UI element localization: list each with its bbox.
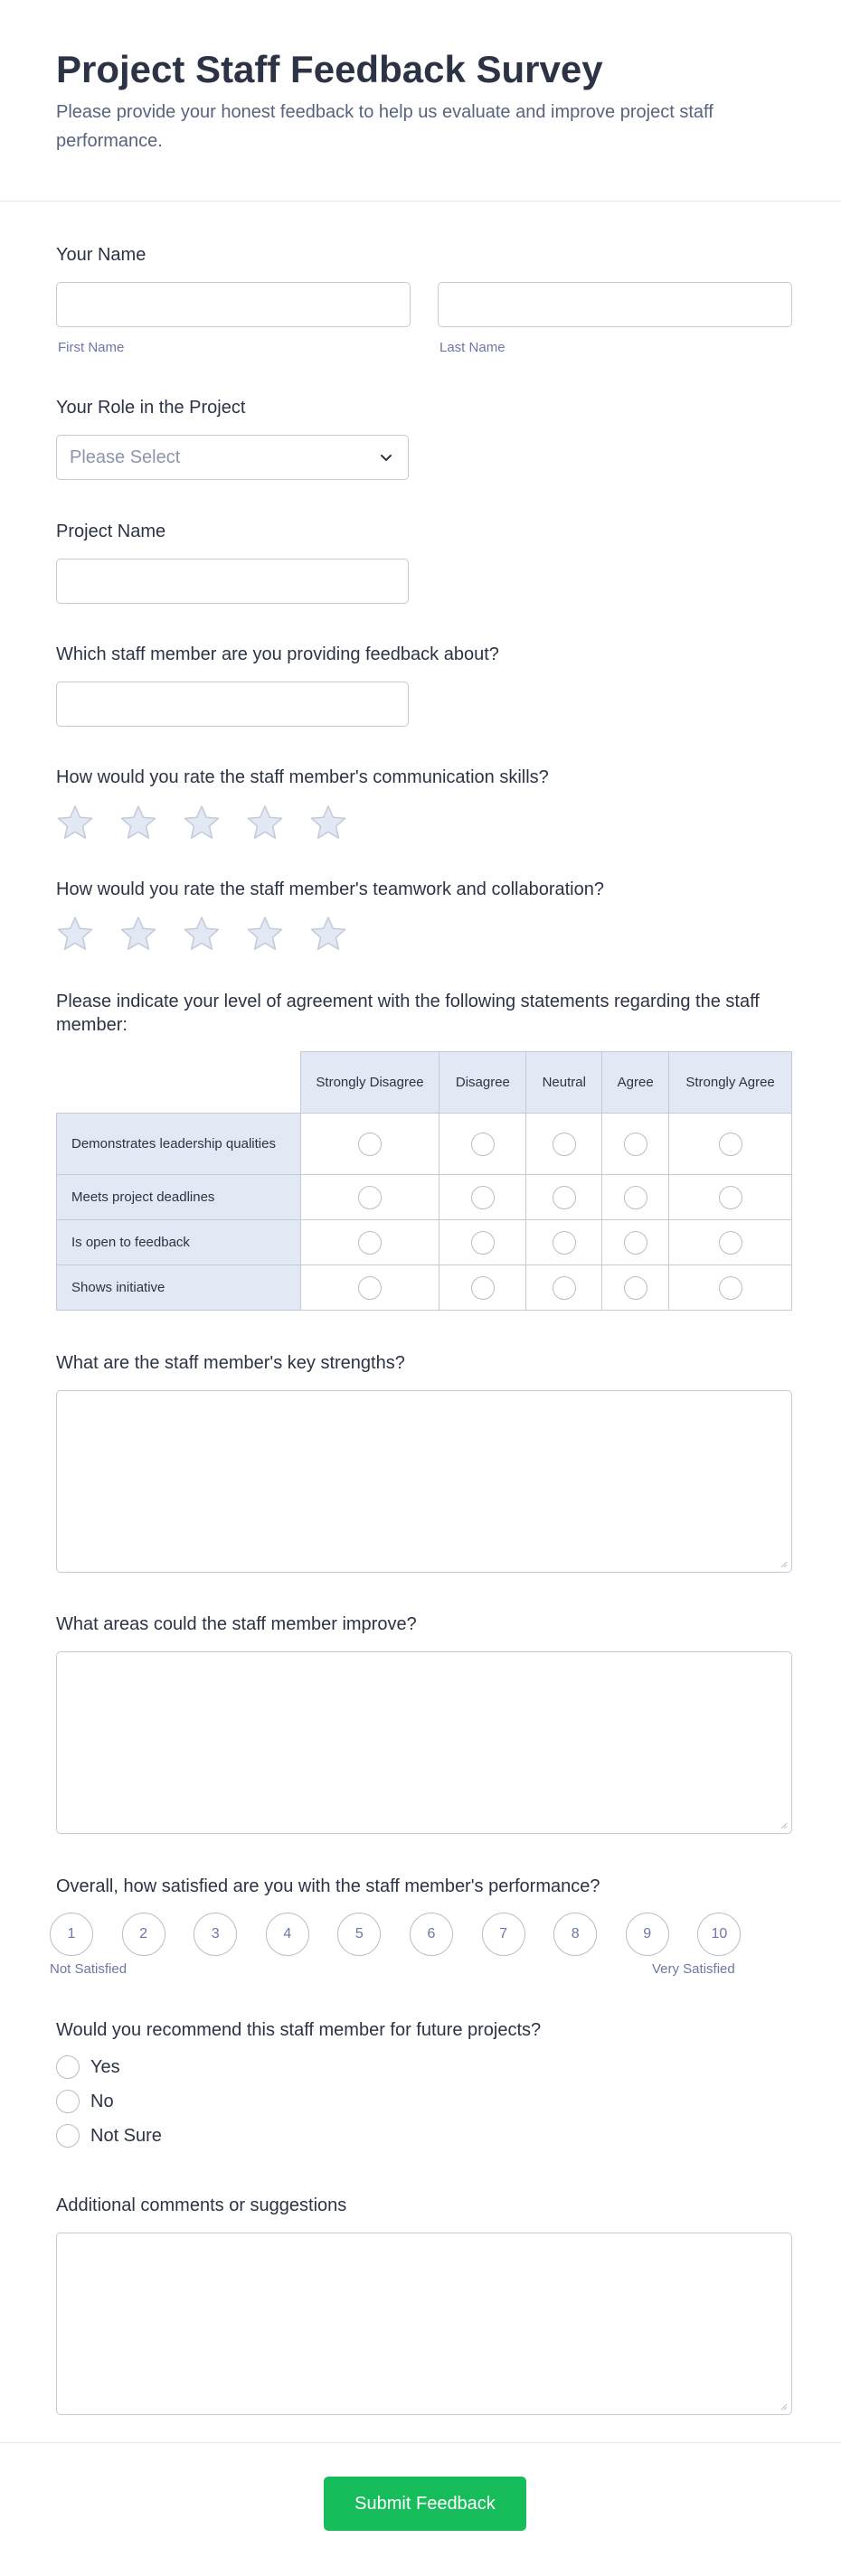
- role-select-placeholder: Please Select: [70, 447, 181, 467]
- matrix-row: [57, 1265, 792, 1311]
- star-icon[interactable]: [246, 915, 284, 953]
- matrix-row: [57, 1175, 792, 1220]
- improve-label: What areas could the staff member improve?: [56, 1614, 417, 1634]
- recommend-option-no[interactable]: [56, 2090, 114, 2113]
- first-name-sublabel: First Name: [58, 340, 125, 355]
- matrix-radio[interactable]: [624, 1186, 647, 1209]
- strengths-textarea[interactable]: [56, 1390, 792, 1573]
- matrix-radio[interactable]: [719, 1276, 742, 1300]
- matrix-radio[interactable]: [553, 1276, 576, 1300]
- form-title: Project Staff Feedback Survey: [56, 48, 603, 90]
- scale-option[interactable]: 9: [626, 1913, 669, 1956]
- communication-star-rating: [56, 804, 373, 841]
- recommend-option-yes[interactable]: [56, 2055, 120, 2079]
- matrix-radio[interactable]: [358, 1133, 382, 1156]
- matrix-radio[interactable]: [471, 1133, 495, 1156]
- matrix-label: Please indicate your level of agreement with the following statements regarding the staff member:: [56, 992, 760, 1035]
- footer-divider: [0, 2442, 841, 2443]
- scale-option[interactable]: 3: [194, 1913, 237, 1956]
- form-description: Please provide your honest feedback to help us evaluate and improve project staff performance.: [56, 102, 713, 151]
- matrix-col-header: Disagree: [439, 1052, 526, 1114]
- project-name-input[interactable]: [56, 559, 409, 604]
- recommend-option-label: No: [90, 2091, 114, 2111]
- matrix-radio[interactable]: [719, 1231, 742, 1255]
- teamwork-label: How would you rate the staff member's teamwork and collaboration?: [56, 879, 604, 899]
- last-name-sublabel: Last Name: [439, 340, 506, 355]
- satisfaction-label: Overall, how satisfied are you with the staff member's performance?: [56, 1876, 600, 1896]
- matrix-radio[interactable]: [624, 1276, 647, 1300]
- staff-member-label: Which staff member are you providing feedback about?: [56, 644, 499, 664]
- matrix-radio[interactable]: [358, 1276, 382, 1300]
- star-icon[interactable]: [309, 804, 347, 841]
- scale-option[interactable]: 2: [122, 1913, 165, 1956]
- recommend-option-label: Not Sure: [90, 2125, 162, 2146]
- scale-option[interactable]: 7: [482, 1913, 525, 1956]
- resize-grip-icon[interactable]: [779, 1820, 788, 1829]
- matrix-row: [57, 1114, 792, 1175]
- matrix-radio[interactable]: [719, 1133, 742, 1156]
- matrix-radio[interactable]: [719, 1186, 742, 1209]
- radio-button[interactable]: [56, 2055, 80, 2079]
- scale-option[interactable]: 4: [266, 1913, 309, 1956]
- scale-option[interactable]: 5: [337, 1913, 381, 1956]
- scale-option[interactable]: 8: [553, 1913, 597, 1956]
- chevron-down-icon: [375, 447, 397, 468]
- star-icon[interactable]: [309, 915, 347, 953]
- star-icon[interactable]: [119, 804, 157, 841]
- improve-textarea[interactable]: [56, 1651, 792, 1834]
- last-name-input[interactable]: [438, 282, 792, 327]
- matrix-corner: [57, 1052, 301, 1114]
- staff-member-input[interactable]: [56, 682, 409, 727]
- matrix-radio[interactable]: [553, 1231, 576, 1255]
- agreement-matrix: [56, 1051, 792, 1311]
- recommend-option-label: Yes: [90, 2056, 120, 2077]
- scale-option[interactable]: 1: [50, 1913, 93, 1956]
- matrix-radio[interactable]: [471, 1186, 495, 1209]
- recommend-option-not-sure[interactable]: [56, 2124, 162, 2148]
- matrix-radio[interactable]: [471, 1231, 495, 1255]
- strengths-label: What are the staff member's key strengths?: [56, 1353, 405, 1373]
- radio-button[interactable]: [56, 2090, 80, 2113]
- role-select[interactable]: [56, 435, 409, 480]
- star-icon[interactable]: [246, 804, 284, 841]
- matrix-col-header: Agree: [602, 1052, 669, 1114]
- scale-option[interactable]: 6: [410, 1913, 453, 1956]
- scale-high-label: Very Satisfied: [652, 1961, 735, 1977]
- recommend-label: Would you recommend this staff member for future projects?: [56, 2020, 542, 2040]
- matrix-row: [57, 1220, 792, 1265]
- matrix-radio[interactable]: [358, 1231, 382, 1255]
- communication-label: How would you rate the staff member's communication skills?: [56, 767, 549, 787]
- matrix-radio[interactable]: [358, 1186, 382, 1209]
- matrix-col-header: Strongly Agree: [669, 1052, 792, 1114]
- teamwork-star-rating: [56, 915, 373, 953]
- matrix-row-label: Is open to feedback: [57, 1220, 301, 1265]
- first-name-input[interactable]: [56, 282, 411, 327]
- matrix-radio[interactable]: [553, 1186, 576, 1209]
- star-icon[interactable]: [56, 915, 94, 953]
- matrix-col-header: Strongly Disagree: [300, 1052, 439, 1114]
- resize-grip-icon[interactable]: [779, 1559, 788, 1568]
- matrix-col-header: Neutral: [526, 1052, 602, 1114]
- satisfaction-scale: [50, 1913, 770, 1956]
- matrix-radio[interactable]: [553, 1133, 576, 1156]
- matrix-radio[interactable]: [624, 1231, 647, 1255]
- matrix-row-label: Demonstrates leadership qualities: [57, 1114, 301, 1175]
- matrix-row-label: Shows initiative: [57, 1265, 301, 1311]
- star-icon[interactable]: [56, 804, 94, 841]
- radio-button[interactable]: [56, 2124, 80, 2148]
- matrix-radio[interactable]: [471, 1276, 495, 1300]
- scale-option[interactable]: 10: [697, 1913, 741, 1956]
- name-label: Your Name: [56, 245, 146, 265]
- comments-textarea[interactable]: [56, 2233, 792, 2415]
- comments-label: Additional comments or suggestions: [56, 2195, 347, 2215]
- submit-button[interactable]: Submit Feedback: [324, 2477, 526, 2531]
- scale-low-label: Not Satisfied: [50, 1961, 128, 1977]
- star-icon[interactable]: [119, 915, 157, 953]
- star-icon[interactable]: [183, 915, 221, 953]
- star-icon[interactable]: [183, 804, 221, 841]
- matrix-row-label: Meets project deadlines: [57, 1175, 301, 1220]
- project-name-label: Project Name: [56, 522, 166, 541]
- resize-grip-icon[interactable]: [779, 2402, 788, 2411]
- matrix-radio[interactable]: [624, 1133, 647, 1156]
- form-header: [0, 0, 841, 202]
- role-label: Your Role in the Project: [56, 398, 246, 418]
